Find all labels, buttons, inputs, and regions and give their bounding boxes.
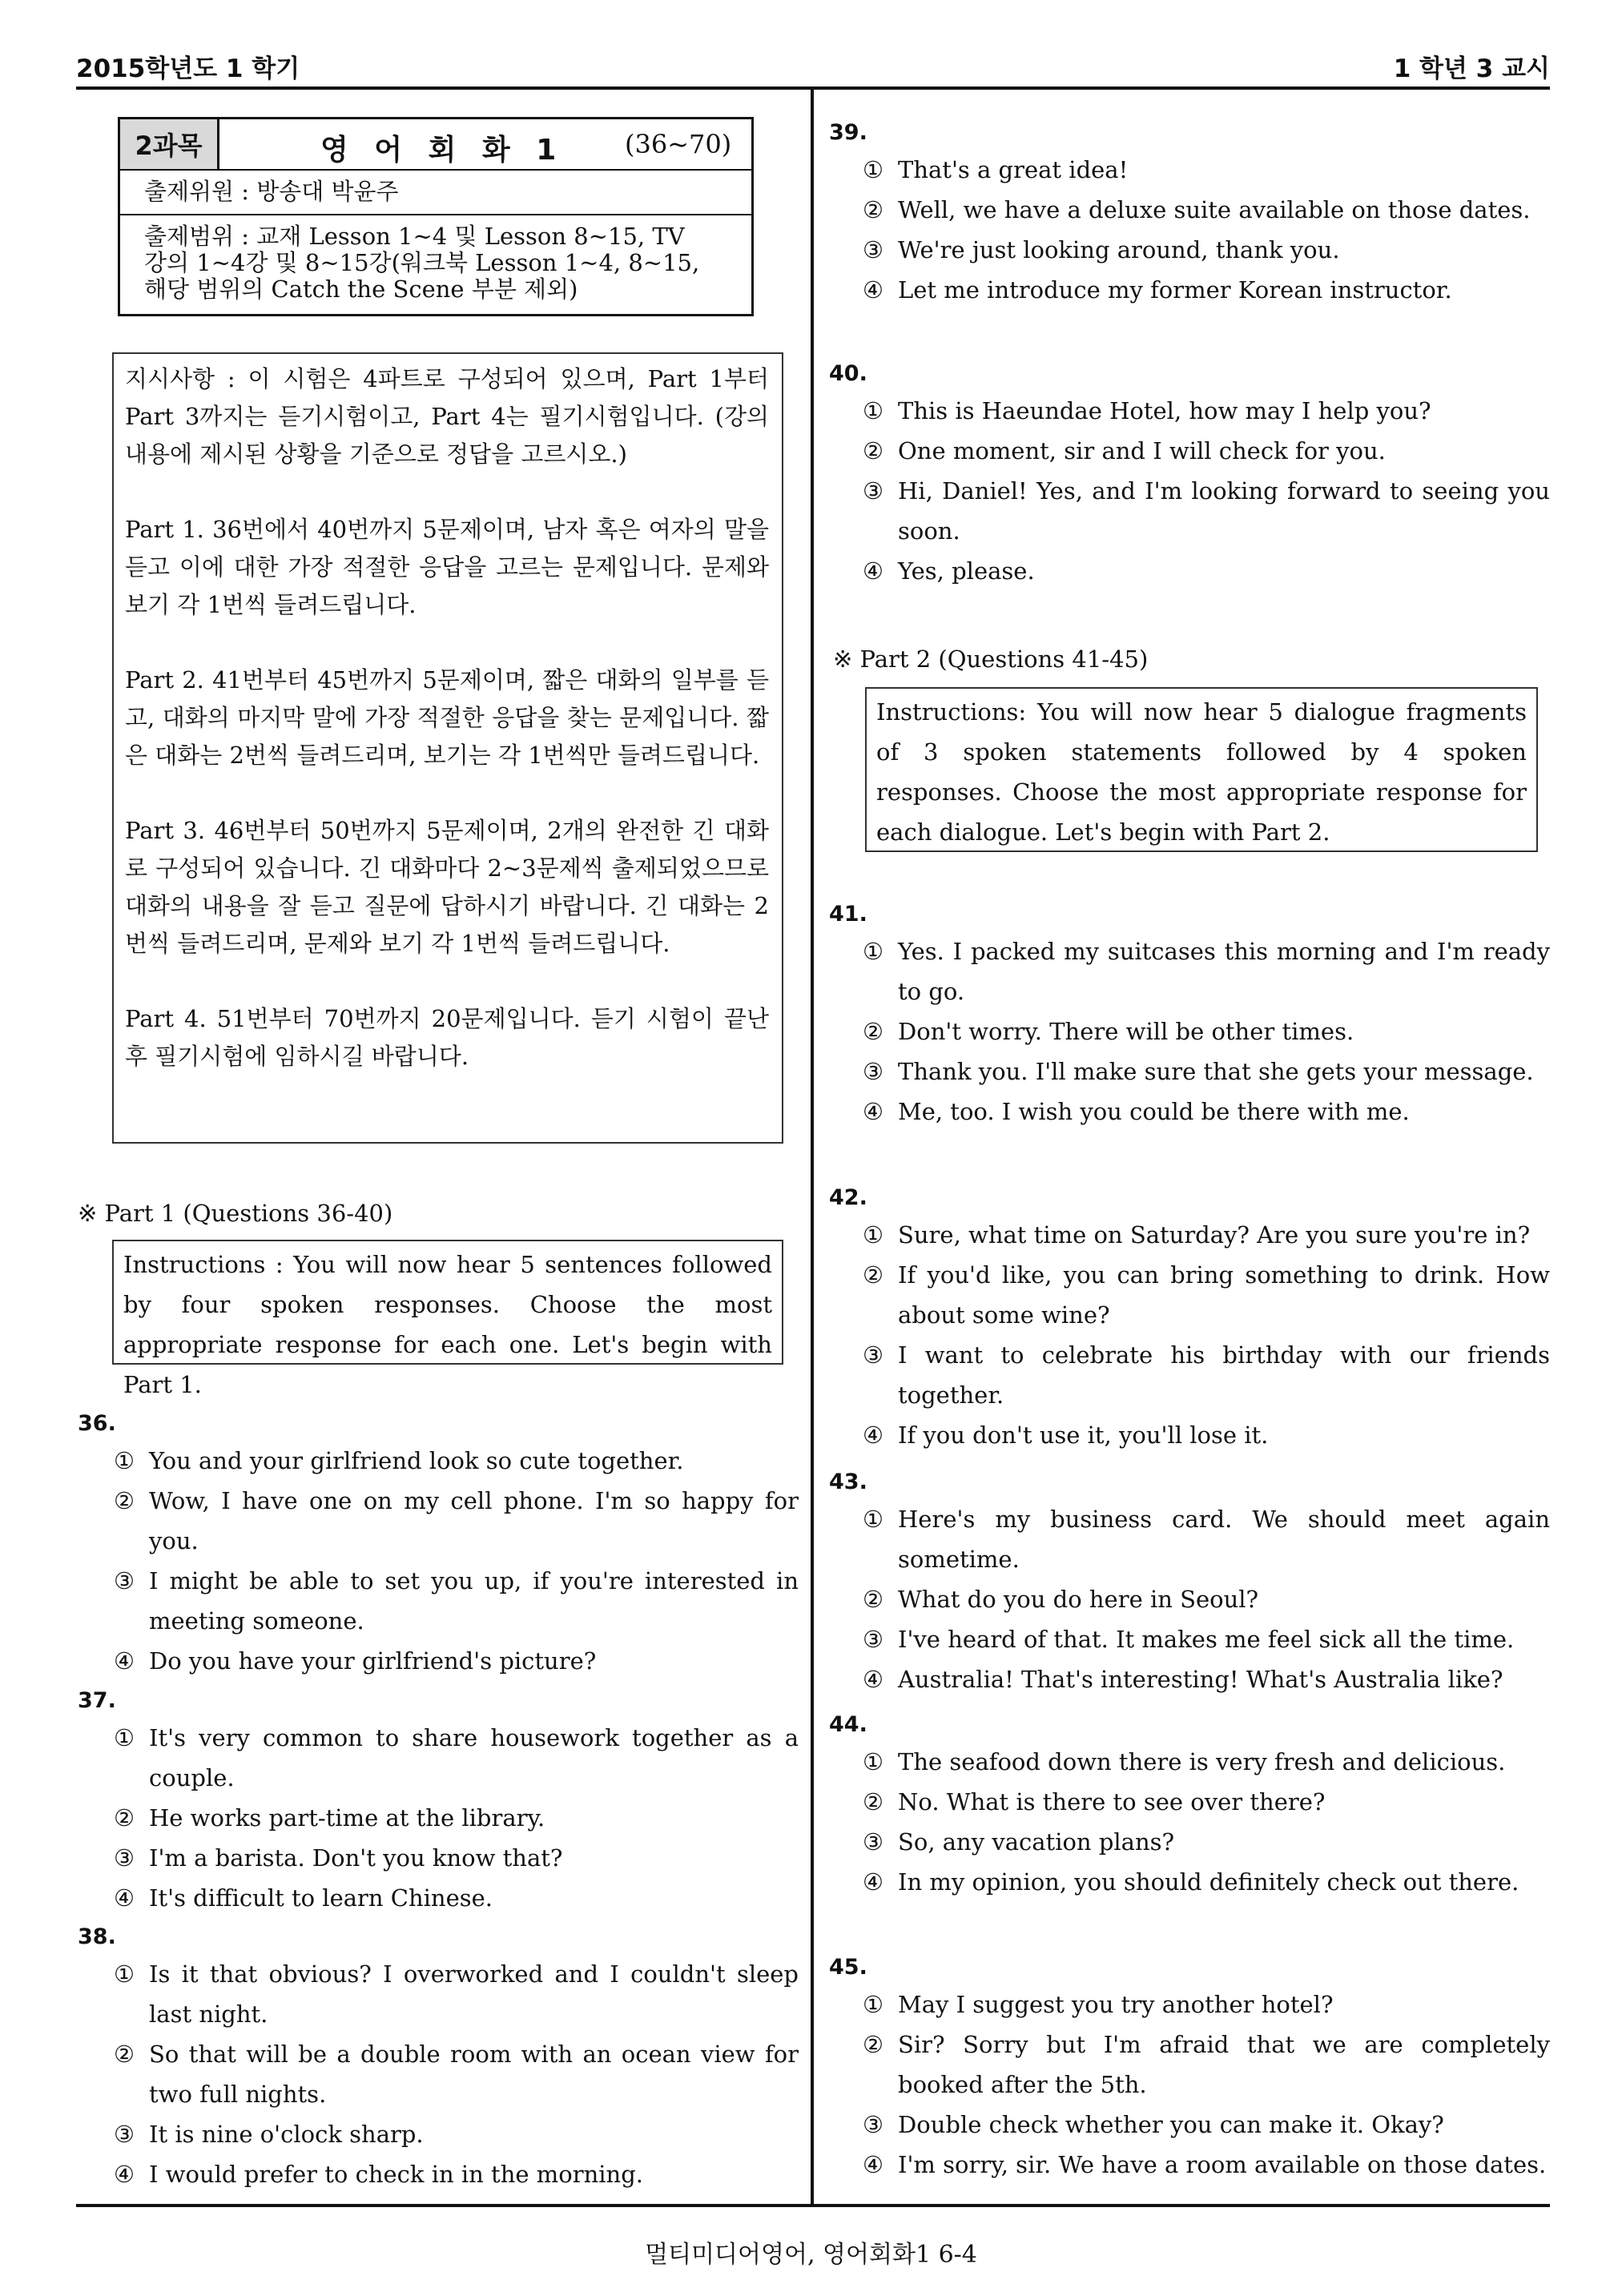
option-1[interactable]: ① May I suggest you try another hotel?: [863, 1991, 1334, 2018]
option-2[interactable]: ② Sir? Sorry but I'm afraid that we are completely booked after the 5th.: [863, 2031, 1550, 2098]
option-2[interactable]: ② Well, we have a deluxe suite available on those dates.: [863, 196, 1531, 223]
question-37: [78, 1688, 799, 1918]
course-tag: 2과목: [120, 119, 219, 169]
footer-rule: [76, 2204, 1550, 2207]
directions-part2: Part 2. 41번부터 45번까지 5문제이며, 짧은 대화의 일부를 듣고, 대화의 마지막 말에 가장 적절한 응답을 찾는 문제입니다. 짧은 대화는 2번씩 들려드리며, 보기는 각 1번씩만 들려드립니다.: [125, 666, 769, 769]
scope-line: 출제범위 : 교재 Lesson 1~4 및 Lesson 8~15, TV: [144, 223, 685, 250]
page-footer: 멀티미디어영어, 영어회화1 6-4: [645, 2241, 977, 2269]
option-2[interactable]: ② Don't worry. There will be other times.: [863, 1018, 1354, 1045]
option-3[interactable]: ③ I'm a barista. Don't you know that?: [114, 1844, 563, 1872]
question-42: [829, 1185, 1550, 1455]
question-number: 42.: [829, 1185, 867, 1210]
question-38: [78, 1924, 799, 2194]
header-term: 2015학년도 1 학기: [76, 54, 300, 83]
course-title: 영 어 회 화 1: [320, 134, 565, 167]
scope-line: 강의 1~4강 및 8~15강(워크북 Lesson 1~4, 8~15,: [144, 249, 700, 276]
option-4[interactable]: ④ If you don't use it, you'll lose it.: [863, 1421, 1269, 1449]
part1-header: ※ Part 1 (Questions 36-40): [78, 1200, 393, 1227]
option-3[interactable]: ③ So, any vacation plans?: [863, 1828, 1175, 1856]
scope-line: 해당 범위의 Catch the Scene 부분 제외): [144, 275, 578, 303]
option-1[interactable]: ① Here's my business card. We should meet again sometime.: [863, 1506, 1550, 1573]
directions-part3: Part 3. 46번부터 50번까지 5문제이며, 2개의 완전한 긴 대화로 구성되어 있습니다. 긴 대화마다 2~3문제씩 출제되었으므로 대화의 내용을 잘 듣고 질문에 답하시기 바랍니다. 긴 대화는 2번씩 들려드리며, 문제와 보기 각 1번씩 들려드립니다.: [125, 817, 769, 957]
question-number: 40.: [829, 361, 867, 386]
directions-intro: 지시사항 : 이 시험은 4파트로 구성되어 있으며, Part 1부터 Part 3까지는 듣기시험이고, Part 4는 필기시험입니다. (강의 내용에 제시된 상황을 기준으로 정답을 고르시오.): [125, 365, 769, 468]
column-divider: [811, 90, 814, 2204]
option-4[interactable]: ④ It's difficult to learn Chinese.: [114, 1884, 493, 1912]
question-number: 43.: [829, 1470, 867, 1494]
option-1[interactable]: ① That's a great idea!: [863, 156, 1129, 183]
option-3[interactable]: ③ We're just looking around, thank you.: [863, 236, 1340, 263]
question-number: 44.: [829, 1712, 867, 1737]
option-4[interactable]: ④ Me, too. I wish you could be there with me.: [863, 1098, 1410, 1125]
question-39: [829, 120, 1550, 310]
part1-instructions: Instructions : You will now hear 5 sentences followed by four spoken responses. Choose the most appropriate response for each one. Let's begin with Part 1.: [112, 1240, 783, 1365]
option-4[interactable]: ④ Australia! That's interesting! What's Australia like?: [863, 1666, 1503, 1693]
question-45: [829, 1955, 1550, 2185]
option-2[interactable]: ② Wow, I have one on my cell phone. I'm so happy for you.: [114, 1487, 799, 1554]
option-4[interactable]: ④ In my opinion, you should definitely check out there.: [863, 1868, 1519, 1896]
option-3[interactable]: ③ I might be able to set you up, if you're interested in meeting someone.: [114, 1567, 799, 1635]
question-43: [829, 1470, 1550, 1699]
question-number: 45.: [829, 1955, 867, 1980]
option-2[interactable]: ② What do you do here in Seoul?: [863, 1586, 1259, 1613]
option-3[interactable]: ③ I want to celebrate his birthday with our friends together.: [863, 1341, 1550, 1409]
question-number: 37.: [78, 1688, 116, 1713]
question-44: [829, 1712, 1550, 1902]
question-40: [829, 361, 1550, 591]
question-number: 41.: [829, 902, 867, 927]
option-3[interactable]: ③ Thank you. I'll make sure that she gets your message.: [863, 1058, 1534, 1085]
option-2[interactable]: ② No. What is there to see over there?: [863, 1788, 1326, 1815]
part2-header: ※ Part 2 (Questions 41-45): [833, 645, 1149, 673]
option-2[interactable]: ② One moment, sir and I will check for you.: [863, 437, 1386, 464]
option-3[interactable]: ③ Hi, Daniel! Yes, and I'm looking forward to seeing you soon.: [863, 477, 1550, 545]
option-1[interactable]: ① You and your girlfriend look so cute together.: [114, 1447, 684, 1474]
option-1[interactable]: ① This is Haeundae Hotel, how may I help you?: [863, 397, 1431, 424]
directions-box: [112, 352, 783, 1144]
header-period: 1 학년 3 교시: [1393, 54, 1550, 83]
option-2[interactable]: ② He works part-time at the library.: [114, 1804, 545, 1832]
option-2[interactable]: ② So that will be a double room with an ocean view for two full nights.: [114, 2041, 799, 2108]
option-1[interactable]: ① Is it that obvious? I overworked and I couldn't sleep last night.: [114, 1960, 799, 2028]
option-4[interactable]: ④ Do you have your girlfriend's picture?: [114, 1647, 597, 1675]
question-number: 36.: [78, 1411, 116, 1436]
question-number: 38.: [78, 1924, 116, 1949]
option-4[interactable]: ④ I would prefer to check in in the morning.: [114, 2161, 643, 2188]
course-info-box: [118, 117, 754, 316]
option-1[interactable]: ① It's very common to share housework together as a couple.: [114, 1724, 799, 1791]
directions-part4: Part 4. 51번부터 70번까지 20문제입니다. 듣기 시험이 끝난 후 필기시험에 임하시길 바랍니다.: [125, 1005, 769, 1070]
option-3[interactable]: ③ Double check whether you can make it. Okay?: [863, 2111, 1444, 2138]
question-number: 39.: [829, 120, 867, 145]
course-examiners: 출제위원 : 방송대 박윤주: [120, 169, 751, 215]
option-3[interactable]: ③ I've heard of that. It makes me feel sick all the time.: [863, 1626, 1515, 1653]
option-4[interactable]: ④ Yes, please.: [863, 557, 1035, 585]
part2-instructions: Instructions: You will now hear 5 dialogue fragments of 3 spoken statements followed by 4 spoken responses. Choose the most appropriate response for each dialogue. Let's begin with Part 2.: [865, 687, 1538, 852]
directions-part1: Part 1. 36번에서 40번까지 5문제이며, 남자 혹은 여자의 말을 듣고 이에 대한 가장 적절한 응답을 고르는 문제입니다. 문제와 보기 각 1번씩 들려드립니다.: [125, 516, 769, 618]
question-36: [78, 1411, 799, 1681]
option-4[interactable]: ④ Let me introduce my former Korean instructor.: [863, 276, 1452, 304]
question-41: [829, 902, 1550, 1132]
option-2[interactable]: ② If you'd like, you can bring something to drink. How about some wine?: [863, 1261, 1550, 1329]
option-1[interactable]: ① Yes. I packed my suitcases this morning and I'm ready to go.: [863, 938, 1550, 1005]
option-4[interactable]: ④ I'm sorry, sir. We have a room available on those dates.: [863, 2151, 1547, 2178]
course-scope: [120, 214, 751, 314]
option-3[interactable]: ③ It is nine o'clock sharp.: [114, 2121, 424, 2148]
option-1[interactable]: ① Sure, what time on Saturday? Are you sure you're in?: [863, 1221, 1531, 1249]
option-1[interactable]: ① The seafood down there is very fresh and delicious.: [863, 1748, 1506, 1775]
course-question-range: (36~70): [625, 129, 732, 159]
course-title-row: [120, 119, 751, 171]
